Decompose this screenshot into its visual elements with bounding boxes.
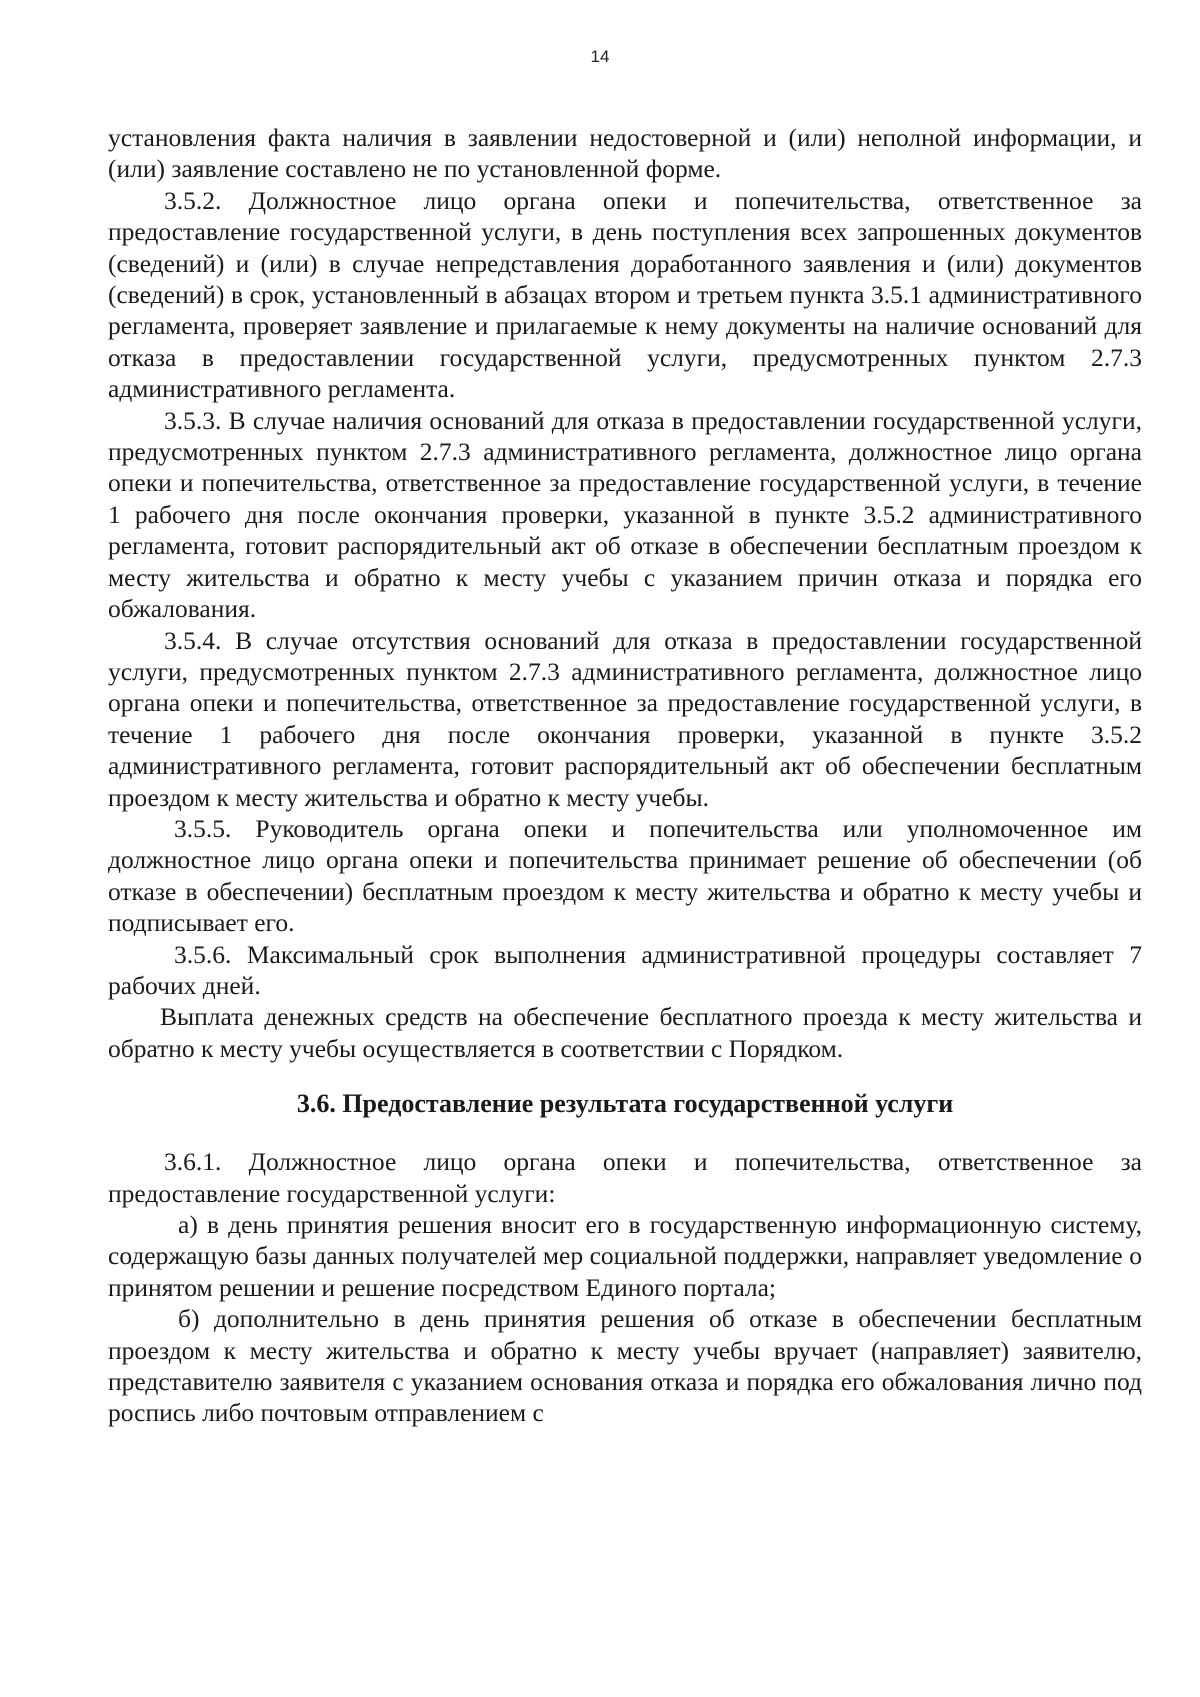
paragraph-3-5-2: 3.5.2. Должностное лицо органа опеки и попечительства, ответственное за предоставление государственной услуги, в день поступления всех запрошенных документов (сведений) и (или) в случае непредставления доработанного заявления и (или) документов (сведений) в срок, установленный в абзацах втором и третьем пункта 3.5.1 административного регламента, проверяет заявление и прилагаемые к нему документы на наличие оснований для отказа в предоставлении государственной услуги, предусмотренных пунктом 2.7.3 административного регламента. bbox=[108, 185, 1142, 404]
page-number: 14 bbox=[590, 47, 610, 66]
paragraph-continuation: установления факта наличия в заявлении недостоверной и (или) неполной информации, и (или) заявление составлено не по установленной форме. bbox=[108, 123, 1142, 184]
paragraph-3-5-6: 3.5.6. Максимальный срок выполнения административной процедуры составляет 7 рабочих дней. bbox=[108, 939, 1142, 1000]
paragraph-3-5-3: 3.5.3. В случае наличия оснований для отказа в предоставлении государственной услуги, предусмотренных пунктом 2.7.3 административного регламента, должностное лицо органа опеки и попечительства, ответственное за предоставление государственной услуги, в течение 1 рабочего дня после окончания проверки, указанной в пункте 3.5.2 административного регламента, готовит распорядительный акт об отказе в обеспечении бесплатным проездом к месту жительства и обратно к месту учебы с указанием причин отказа и порядка его обжалования. bbox=[108, 405, 1142, 624]
paragraph-3-5-5: 3.5.5. Руководитель органа опеки и попечительства или уполномоченное им должностное лицо органа опеки и попечительства принимает решение об обеспечении (об отказе в обеспечении) бесплатным проездом к месту жительства и обратно к месту учебы и подписывает его. bbox=[108, 813, 1142, 938]
document-body bbox=[108, 122, 1142, 1429]
paragraph-3-5-4: 3.5.4. В случае отсутствия оснований для отказа в предоставлении государственной услуги, предусмотренных пунктом 2.7.3 административного регламента, должностное лицо органа опеки и попечительства, ответственное за предоставление государственной услуги, в течение 1 рабочего дня после окончания проверки, указанной в пункте 3.5.2 административного регламента, готовит распорядительный акт об обеспечении бесплатным проездом к месту жительства и обратно к месту учебы. bbox=[108, 625, 1142, 812]
paragraph-item-b: б) дополнительно в день принятия решения об отказе в обеспечении бесплатным проездом к месту жительства и обратно к месту учебы вручает (направляет) заявителю, представителю заявителя с указанием основания отказа и порядка его обжалования лично под роспись либо почтовым отправлением с bbox=[108, 1304, 1142, 1428]
section-heading-3-6: 3.6. Предоставление результата государственной услуги bbox=[296, 1089, 954, 1119]
paragraph-3-6-1: 3.6.1. Должностное лицо органа опеки и попечительства, ответственное за предоставление государственной услуги: bbox=[108, 1147, 1142, 1208]
paragraph-item-a: а) в день принятия решения вносит его в государственную информационную систему, содержащую базы данных получателей мер социальной поддержки, направляет уведомление о принятом решении и решение посредством Единого портала; bbox=[108, 1210, 1142, 1302]
paragraph-payment: Выплата денежных средств на обеспечение бесплатного проезда к месту жительства и обратно к месту учебы осуществляется в соответствии с Порядком. bbox=[108, 1002, 1142, 1063]
